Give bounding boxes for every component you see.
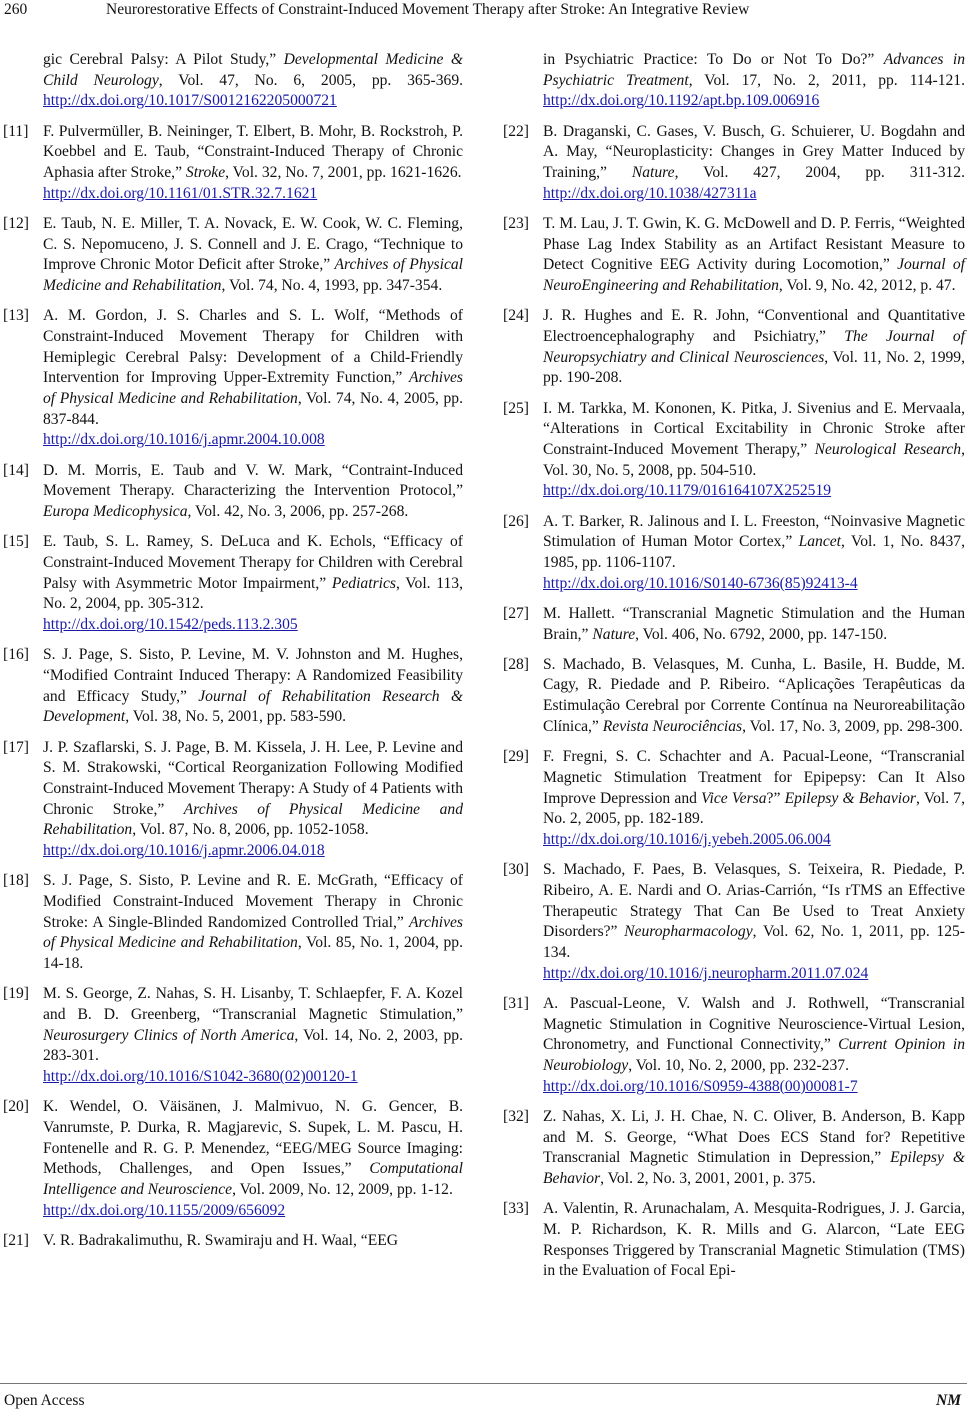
reference-text-segment: A. T. Barker, R. Jalinous and I. L. Freeston, “Noinvasive Magnetic Stimulation of Human Motor Cortex,” bbox=[543, 512, 965, 551]
reference-text-segment: , Vol. 14, No. 2, 2003, pp. 283-301. bbox=[43, 1026, 463, 1065]
reference-entry bbox=[503, 122, 965, 205]
reference-source-title: Neurosurgery Clinics of North America bbox=[43, 1026, 295, 1044]
reference-source-title: Current Opinion in Neurobiology bbox=[543, 1036, 965, 1074]
reference-text-segment: , Vol. 42, No. 3, 2006, pp. 257-268. bbox=[187, 503, 409, 521]
reference-text bbox=[543, 604, 965, 645]
reference-entry bbox=[3, 738, 463, 862]
doi-link[interactable]: http://dx.doi.org/10.1016/j.yebeh.2005.06.004 bbox=[543, 830, 831, 848]
reference-text-segment: V. R. Badrakalimuthu, R. Swamiraju and H. Waal, “EEG bbox=[43, 1232, 399, 1250]
references-right-column bbox=[503, 50, 965, 1291]
reference-text-segment: , Vol. 113, No. 2, 2004, pp. 305-312. bbox=[43, 574, 463, 613]
journal-abbreviation: NM bbox=[936, 1392, 961, 1409]
reference-text bbox=[543, 512, 965, 595]
reference-number: [13] bbox=[3, 307, 29, 325]
reference-text-segment: A. Valentin, R. Arunachalam, A. Mesquita-Rodrigues, J. J. Garcia, M. P. Richardson, K. R. Mills and G. Alarcon, “Late EEG Responses Triggered by Transcranial Magnetic Stimulation (TMS) in the Evaluation of Focal Epi- bbox=[543, 1200, 965, 1280]
reference-number: [19] bbox=[3, 985, 29, 1003]
reference-number: [26] bbox=[503, 512, 529, 530]
doi-link[interactable]: http://dx.doi.org/10.1016/j.apmr.2004.10.008 bbox=[43, 431, 325, 449]
reference-number: [12] bbox=[3, 214, 29, 232]
reference-source-title: Computational Intelligence and Neuroscience bbox=[43, 1160, 463, 1199]
doi-link[interactable]: http://dx.doi.org/10.1016/j.apmr.2006.04.018 bbox=[43, 842, 325, 860]
reference-text-segment: J. P. Szaflarski, S. J. Page, B. M. Kissela, J. H. Lee, P. Levine and S. M. Strakowski, “Cortical Reorganization Following Modified Constraint-Induced Movement Therapy: A Study of 4 Patients with Chronic Stroke,” bbox=[43, 738, 463, 818]
reference-source-title: Stroke bbox=[185, 164, 226, 182]
references-left-column bbox=[3, 50, 463, 1261]
reference-text-segment: B. Draganski, C. Gases, V. Busch, G. Schuierer, U. Bogdahn and A. May, “Neuroplasticity: Changes in Grey Matter Induced by Training,” bbox=[543, 122, 965, 182]
reference-text-segment: S. Machado, F. Paes, B. Velasques, S. Teixeira, R. Piedade, P. Ribeiro, A. E. Nardi and O. Arias-Carrión, “Is rTMS an Effective Therapeutic Strategy That Can Be Used to Treat Anxiety Disorders?” bbox=[543, 861, 965, 941]
reference-text bbox=[43, 645, 463, 728]
reference-text bbox=[43, 461, 463, 523]
reference-text-segment: , Vol. 47, No. 6, 2005, pp. 365-369. bbox=[158, 71, 464, 89]
reference-number: [18] bbox=[3, 872, 29, 890]
doi-link[interactable]: http://dx.doi.org/10.1161/01.STR.32.7.1621 bbox=[43, 184, 318, 202]
reference-entry bbox=[3, 50, 463, 112]
reference-text bbox=[543, 655, 965, 738]
reference-source-title: Advances in Psychiatric Treatment bbox=[543, 51, 966, 89]
reference-text-segment: E. Taub, S. L. Ramey, S. DeLuca and K. Echols, “Efficacy of Constraint-Induced Movement Therapy for Children with Cerebral Palsy with Asymmetric Motor Impairment,” bbox=[43, 533, 463, 592]
reference-entry bbox=[3, 1231, 463, 1252]
doi-link[interactable]: http://dx.doi.org/10.1155/2009/656092 bbox=[43, 1201, 286, 1219]
reference-number: [32] bbox=[503, 1107, 529, 1125]
reference-number: [25] bbox=[503, 399, 529, 417]
doi-link[interactable]: http://dx.doi.org/10.1016/S0959-4388(00)00081-7 bbox=[543, 1077, 858, 1095]
reference-text-segment: S. J. Page, S. Sisto, P. Levine and R. E. McGrath, “Efficacy of Modified Constraint-Induced Movement Therapy in Chronic Stroke: A Single-Blinded Randomized Controlled Trial,” bbox=[43, 872, 463, 931]
reference-text-segment: E. Taub, N. E. Miller, T. A. Novack, E. W. Cook, W. C. Fleming, C. S. Nepomuceno, J. S. Connell and J. E. Crago, “Technique to Improve Chronic Motor Deficit after Stroke,” bbox=[43, 214, 463, 274]
reference-number: [14] bbox=[3, 461, 29, 479]
reference-text bbox=[43, 214, 463, 297]
reference-text bbox=[43, 1231, 463, 1252]
reference-number: [21] bbox=[3, 1232, 29, 1250]
reference-text bbox=[43, 738, 463, 862]
reference-source-title: Nature bbox=[631, 164, 675, 182]
reference-source-title: Nature bbox=[592, 625, 636, 643]
reference-text-segment: gic Cerebral Palsy: A Pilot Study,” bbox=[43, 51, 284, 68]
doi-link[interactable]: http://dx.doi.org/10.1016/S1042-3680(02)00120-1 bbox=[43, 1068, 358, 1086]
reference-source-title: Pediatrics bbox=[331, 574, 396, 592]
reference-number: [16] bbox=[3, 646, 29, 664]
reference-text-segment: , Vol. 38, No. 5, 2001, pp. 583-590. bbox=[125, 708, 347, 726]
reference-text bbox=[43, 871, 463, 975]
reference-source-title: Developmental Medicine & Child Neurology bbox=[43, 51, 463, 89]
reference-entry bbox=[3, 214, 463, 297]
reference-text-segment: I. M. Tarkka, M. Kononen, K. Pitka, J. Sivenius and E. Mervaala, “Alterations in Cortical Excitability in Chronic Stroke after Constraint-Induced Movement Therapy,” bbox=[543, 399, 965, 458]
reference-text-segment: , Vol. 17, No. 2, 2011, pp. 114-121. bbox=[688, 71, 965, 89]
reference-text-segment: , Vol. 32, No. 7, 2001, pp. 1621-1626. bbox=[225, 164, 462, 182]
reference-text bbox=[543, 994, 965, 1098]
reference-source-title: Archives of Physical Medicine and Rehabilitation bbox=[43, 800, 463, 839]
reference-source-title: Archives of Physical Medicine and Rehabilitation bbox=[43, 913, 463, 952]
reference-source-title: Lancet bbox=[798, 533, 842, 551]
reference-entry bbox=[3, 984, 463, 1088]
reference-text-segment: T. M. Lau, J. T. Gwin, K. G. McDowell and D. P. Ferris, “Weighted Phase Lag Index Stability as an Artifact Resistant Measure to Detect Cognitive EEG Activity during Locomotion,” bbox=[543, 214, 965, 274]
doi-link[interactable]: http://dx.doi.org/10.1542/peds.113.2.305 bbox=[43, 616, 298, 634]
reference-text bbox=[43, 1097, 463, 1221]
reference-number: [11] bbox=[3, 122, 29, 140]
reference-entry bbox=[503, 50, 965, 112]
reference-text-segment: Z. Nahas, X. Li, J. H. Chae, N. C. Oliver, B. Anderson, B. Kapp and M. S. George, “What Does ECS Stand for? Repetitive Transcranial Magnetic Stimulation in Depression,” bbox=[543, 1107, 965, 1167]
reference-text-segment: , Vol. 2009, No. 12, 2009, pp. 1-12. bbox=[232, 1181, 453, 1199]
reference-source-title: Epilepsy & Behavior bbox=[543, 1149, 965, 1187]
reference-entry bbox=[503, 860, 965, 984]
reference-number: [20] bbox=[3, 1098, 29, 1116]
reference-text-segment: A. M. Gordon, J. S. Charles and S. L. Wolf, “Methods of Constraint-Induced Movement Therapy for Children with Hemiplegic Cerebral Palsy: Development of a Child-Friendly Intervention for Improving Upper-Extremity Function,” bbox=[43, 307, 463, 387]
reference-text bbox=[43, 306, 463, 451]
reference-source-title: The Journal of Neuropsychiatry and Clinical Neurosciences bbox=[543, 327, 965, 366]
reference-text-segment: , Vol. 2, No. 3, 2001, 2001, p. 375. bbox=[600, 1169, 816, 1187]
reference-text-segment: ?” bbox=[766, 789, 785, 807]
reference-number: [33] bbox=[503, 1200, 529, 1218]
reference-entry bbox=[3, 532, 463, 636]
reference-text-segment: in Psychiatric Practice: To Do or Not To Do?” bbox=[543, 51, 884, 68]
reference-entry bbox=[3, 1097, 463, 1221]
reference-entry bbox=[503, 306, 965, 389]
reference-entry bbox=[503, 1199, 965, 1282]
reference-text bbox=[503, 50, 965, 112]
reference-source-title: Journal of NeuroEngineering and Rehabilitation bbox=[543, 256, 965, 295]
reference-number: [15] bbox=[3, 533, 29, 551]
doi-link[interactable]: http://dx.doi.org/10.1016/S0140-6736(85)92413-4 bbox=[543, 574, 858, 592]
reference-source-title: Neurological Research bbox=[814, 440, 962, 458]
reference-text-segment: , Vol. 427, 2004, pp. 311-312. bbox=[674, 164, 965, 182]
reference-text-segment: , Vol. 87, No. 8, 2006, pp. 1052-1058. bbox=[132, 821, 369, 839]
page-footer bbox=[0, 1383, 967, 1414]
doi-link[interactable]: http://dx.doi.org/10.1179/016164107X252519 bbox=[543, 482, 832, 500]
reference-entry bbox=[503, 655, 965, 738]
reference-entry bbox=[503, 512, 965, 595]
reference-text-segment: S. J. Page, S. Sisto, P. Levine, M. V. Johnston and M. Hughes, “Modified Contraint Induced Therapy: A Randomized Feasibility and Efficacy Study,” bbox=[43, 646, 463, 705]
reference-text bbox=[543, 1107, 965, 1190]
reference-text-segment: , Vol. 30, No. 5, 2008, pp. 504-510. bbox=[543, 440, 965, 479]
reference-text-segment: S. Machado, B. Velasques, M. Cunha, L. Basile, H. Budde, M. Cagy, R. Piedade and P. Ribeiro. “Aplicações Terapêuticas da Estimulação Cerebral por Corrente Contínua na Neuroreabilitação Clínica,” bbox=[543, 655, 965, 735]
reference-entry bbox=[503, 604, 965, 645]
doi-link[interactable]: http://dx.doi.org/10.1038/427311a bbox=[543, 184, 757, 202]
reference-text-segment: , Vol. 1, No. 8437, 1985, pp. 1106-1107. bbox=[543, 533, 965, 571]
reference-text bbox=[543, 214, 965, 297]
reference-text-segment: F. Fregni, S. C. Schachter and A. Pacual-Leone, “Transcranial Magnetic Stimulation Treatment for Epipepsy: Can It Also Improve Depression and bbox=[543, 748, 965, 807]
reference-source-title: Europa Medicophysica bbox=[43, 503, 188, 521]
reference-source-title: Vice Versa bbox=[701, 789, 767, 807]
reference-text bbox=[543, 122, 965, 205]
reference-source-title: Neuropharmacology bbox=[624, 923, 753, 941]
reference-source-title: Archives of Physical Medicine and Rehabilitation bbox=[43, 369, 463, 408]
reference-entry bbox=[503, 994, 965, 1098]
reference-entry bbox=[503, 214, 965, 297]
page-number: 260 bbox=[4, 1, 28, 18]
reference-text-segment: , Vol. 62, No. 1, 2011, pp. 125-134. bbox=[543, 923, 965, 961]
reference-text bbox=[543, 1199, 965, 1282]
reference-text-segment: , Vol. 9, No. 42, 2012, p. 47. bbox=[778, 277, 956, 295]
reference-entry bbox=[3, 306, 463, 451]
reference-number: [30] bbox=[503, 861, 529, 879]
reference-text-segment: K. Wendel, O. Väisänen, J. Malmivuo, N. G. Gencer, B. Vanrumste, P. Durka, R. Magjarevic, S. Supek, L. M. Pascu, H. Fontenelle and R. G. P. Menendez, “EEG/MEG Source Imaging: Methods, Challenges, and Open Issues,” bbox=[43, 1098, 463, 1178]
reference-number: [31] bbox=[503, 994, 529, 1012]
reference-source-title: Archives of Physical Medicine and Rehabilitation bbox=[43, 256, 463, 295]
doi-link[interactable]: http://dx.doi.org/10.1016/j.neuropharm.2011.07.024 bbox=[543, 964, 869, 982]
reference-entry bbox=[3, 871, 463, 975]
doi-link[interactable]: http://dx.doi.org/10.1017/S0012162205000721 bbox=[43, 92, 337, 110]
reference-text-segment: , Vol. 11, No. 2, 1999, pp. 190-208. bbox=[543, 348, 965, 387]
reference-text-segment: M. Hallett. “Transcranial Magnetic Stimulation and the Human Brain,” bbox=[543, 604, 965, 643]
reference-text-segment: , Vol. 85, No. 1, 2004, pp. 14-18. bbox=[43, 934, 463, 973]
reference-number: [27] bbox=[503, 604, 529, 622]
reference-source-title: Epilepsy & Behavior bbox=[784, 789, 916, 807]
reference-entry bbox=[503, 1107, 965, 1190]
reference-entry bbox=[3, 122, 463, 205]
reference-entry bbox=[503, 747, 965, 851]
reference-text-segment: M. S. George, Z. Nahas, S. H. Lisanby, T. Schlaepfer, F. A. Kozel and B. D. Greenberg, “Transcranial Magnetic Stimulation,” bbox=[43, 985, 463, 1024]
open-access-label: Open Access bbox=[4, 1392, 85, 1409]
reference-number: [28] bbox=[503, 655, 529, 673]
reference-text bbox=[43, 122, 463, 205]
reference-text-segment: D. M. Morris, E. Taub and V. W. Mark, “Contraint-Induced Movement Therapy. Characterizing the Intervention Protocol,” bbox=[43, 461, 463, 500]
reference-text bbox=[543, 399, 965, 503]
reference-text-segment: , Vol. 406, No. 6792, 2000, pp. 147-150. bbox=[635, 625, 888, 643]
reference-text-segment: , Vol. 74, No. 4, 2005, pp. 837-844. bbox=[43, 390, 463, 428]
reference-text-segment: , Vol. 17, No. 3, 2009, pp. 298-300. bbox=[742, 717, 963, 735]
reference-text-segment: A. Pascual-Leone, V. Walsh and J. Rothwell, “Transcranial Magnetic Stimulation in Cognitive Neuroscience-Virtual Lesion, Chronometry, and Functional Connectivity,” bbox=[543, 994, 965, 1054]
reference-text-segment: , Vol. 74, No. 4, 1993, pp. 347-354. bbox=[221, 277, 443, 295]
reference-entry bbox=[3, 461, 463, 523]
reference-number: [24] bbox=[503, 307, 529, 325]
reference-text bbox=[43, 532, 463, 636]
running-title: Neurorestorative Effects of Constraint-Induced Movement Therapy after Stroke: An Integrative Review bbox=[106, 1, 750, 18]
reference-text bbox=[543, 860, 965, 984]
reference-number: [17] bbox=[3, 738, 29, 756]
reference-text-segment: , Vol. 10, No. 2, 2000, pp. 232-237. bbox=[628, 1056, 849, 1074]
reference-text-segment: F. Pulvermüller, B. Neininger, T. Elbert, B. Mohr, B. Rockstroh, P. Koebbel and E. Taub, “Constraint-Induced Therapy of Chronic Aphasia after Stroke,” bbox=[43, 122, 463, 182]
reference-text bbox=[543, 306, 965, 389]
reference-text-segment: J. R. Hughes and E. R. John, “Conventional and Quantitative Electroencephalography and Psichiatry,” bbox=[543, 307, 965, 345]
reference-number: [23] bbox=[503, 214, 529, 232]
doi-link[interactable]: http://dx.doi.org/10.1192/apt.bp.109.006916 bbox=[543, 92, 820, 110]
reference-source-title: Revista Neurociências bbox=[602, 717, 743, 735]
reference-text-segment: , Vol. 7, No. 2, 2005, pp. 182-189. bbox=[543, 789, 966, 828]
reference-text bbox=[3, 50, 463, 112]
reference-text bbox=[43, 984, 463, 1088]
reference-source-title: Journal of Rehabilitation Research & Development bbox=[43, 687, 463, 726]
reference-number: [29] bbox=[503, 748, 529, 766]
page-header bbox=[0, 0, 967, 22]
reference-number: [22] bbox=[503, 122, 529, 140]
reference-text bbox=[543, 747, 965, 851]
reference-entry bbox=[3, 645, 463, 728]
reference-entry bbox=[503, 399, 965, 503]
